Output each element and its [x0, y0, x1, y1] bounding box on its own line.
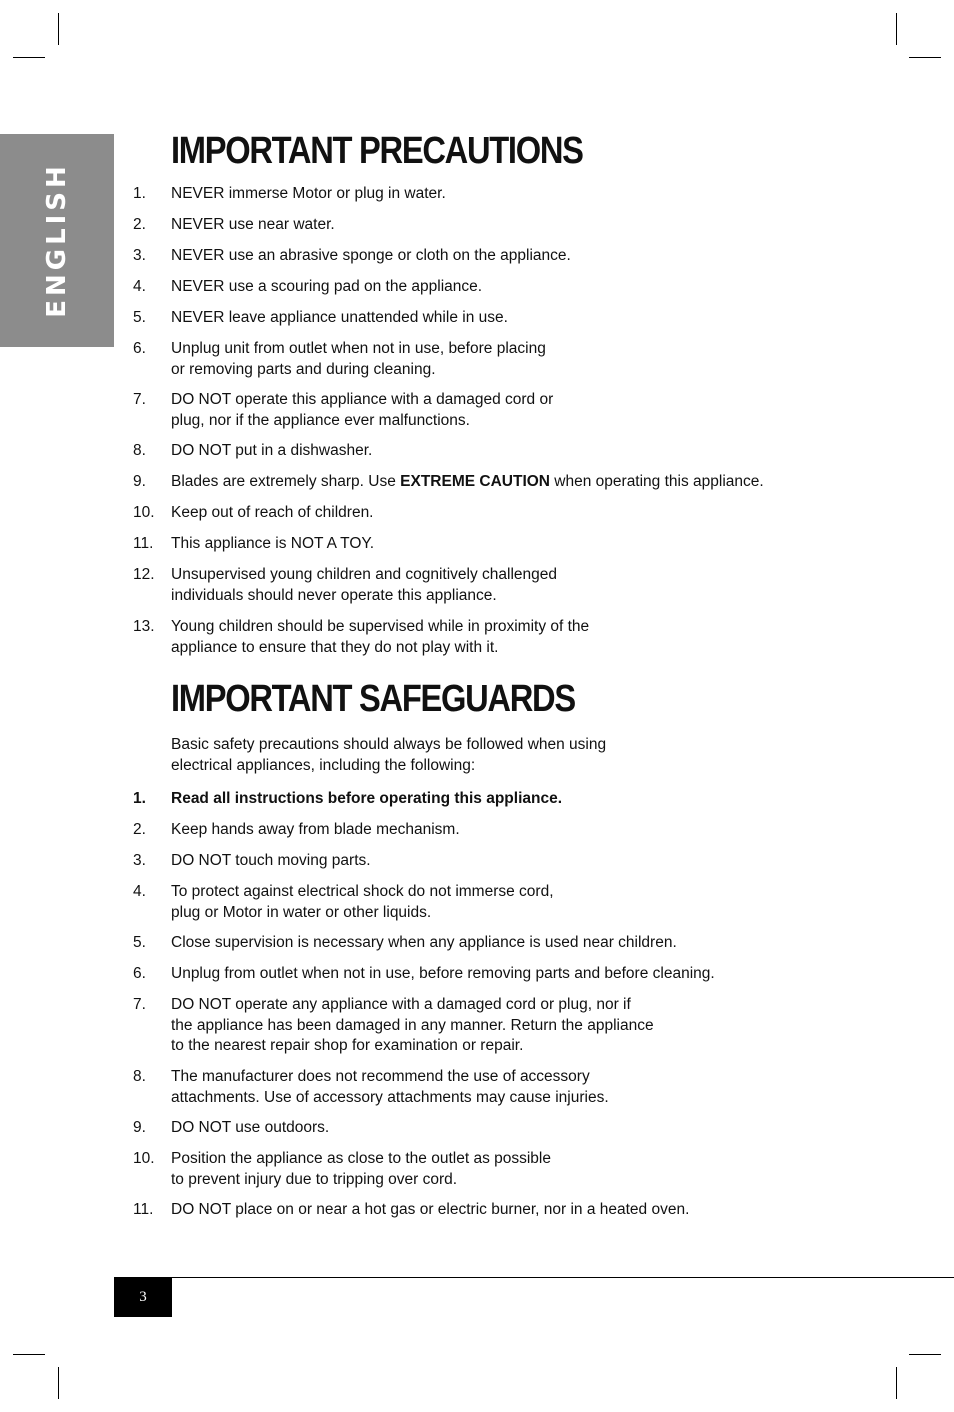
item-text: DO NOT operate any appliance with a damaged cord or plug, nor if	[171, 996, 631, 1013]
item-number: 6.	[133, 965, 146, 982]
item-text: Unplug from outlet when not in use, before removing parts and before cleaning.	[171, 965, 715, 982]
item-text: NEVER leave appliance unattended while in use.	[171, 309, 508, 326]
item-text: Read all instructions before operating this appliance.	[171, 790, 563, 807]
language-tab	[0, 134, 114, 347]
item-number: 2.	[133, 216, 146, 233]
item-text: individuals should never operate this appliance.	[171, 586, 497, 604]
safeguards-heading: IMPORTANT SAFEGUARDS	[171, 678, 575, 720]
item-text: to prevent injury due to tripping over cord.	[171, 1170, 458, 1188]
crop-mark	[13, 57, 45, 58]
item-text: NEVER use a scouring pad on the appliance.	[171, 278, 483, 295]
item-text-before: Blades are extremely sharp. Use	[171, 473, 401, 490]
item-number: 5.	[133, 309, 146, 326]
item-text	[171, 472, 831, 493]
item-text: plug, nor if the appliance ever malfunctions.	[171, 411, 470, 429]
item-number: 8.	[133, 442, 146, 459]
item-number: 9.	[133, 473, 146, 490]
item-text: Close supervision is necessary when any appliance is used near children.	[171, 934, 677, 951]
item-text: Unplug unit from outlet when not in use, before placing	[171, 340, 546, 357]
item-text: NEVER immerse Motor or plug in water.	[171, 185, 446, 202]
caution-emphasis: EXTREME CAUTION	[400, 473, 550, 490]
item-number: 4.	[133, 278, 146, 295]
crop-mark	[58, 1367, 59, 1399]
safeguards-intro	[171, 735, 606, 776]
item-number: 7.	[133, 996, 146, 1013]
item-number: 10.	[133, 1150, 155, 1167]
item-number: 3.	[133, 852, 146, 869]
footer-rule	[114, 1277, 954, 1278]
page-number: 3	[114, 1278, 172, 1317]
item-text: appliance to ensure that they do not play with it.	[171, 638, 499, 656]
item-text: plug or Motor in water or other liquids.	[171, 903, 432, 921]
item-text: attachments. Use of accessory attachments may cause injuries.	[171, 1088, 609, 1106]
crop-mark	[896, 1367, 897, 1399]
crop-mark	[58, 13, 59, 45]
item-text: the appliance has been damaged in any manner. Return the appliance	[171, 1016, 654, 1034]
item-text: DO NOT use outdoors.	[171, 1119, 330, 1136]
item-number: 10.	[133, 504, 155, 521]
item-number: 11.	[133, 1201, 154, 1218]
crop-mark	[896, 13, 897, 45]
item-text: Keep out of reach of children.	[171, 504, 374, 521]
item-text: This appliance is NOT A TOY.	[171, 535, 375, 552]
item-text: NEVER use an abrasive sponge or cloth on the appliance.	[171, 247, 571, 264]
item-text: To protect against electrical shock do not immerse cord,	[171, 883, 554, 900]
item-number: 5.	[133, 934, 146, 951]
item-text: DO NOT put in a dishwasher.	[171, 442, 373, 459]
item-text: DO NOT operate this appliance with a damaged cord or	[171, 391, 554, 408]
item-text: Unsupervised young children and cognitively challenged	[171, 566, 558, 583]
item-text: Position the appliance as close to the outlet as possible	[171, 1150, 551, 1167]
item-number: 2.	[133, 821, 146, 838]
item-text: or removing parts and during cleaning.	[171, 360, 436, 378]
item-number: 13.	[133, 618, 155, 635]
crop-mark	[13, 1354, 45, 1355]
item-text: NEVER use near water.	[171, 216, 335, 233]
item-number: 8.	[133, 1068, 146, 1085]
item-number: 12.	[133, 566, 155, 583]
intro-text: Basic safety precautions should always be followed when using	[171, 736, 607, 753]
item-number: 6.	[133, 340, 146, 357]
precautions-heading: IMPORTANT PRECAUTIONS	[171, 130, 583, 172]
intro-text: electrical appliances, including the following:	[171, 756, 476, 774]
item-number: 3.	[133, 247, 146, 264]
item-text: Keep hands away from blade mechanism.	[171, 821, 460, 838]
language-label: ENGLISH	[42, 162, 72, 318]
item-number: 11.	[133, 535, 154, 552]
crop-mark	[909, 57, 941, 58]
item-text: DO NOT place on or near a hot gas or electric burner, nor in a heated oven.	[171, 1201, 690, 1218]
item-text: to the nearest repair shop for examination or repair.	[171, 1037, 524, 1054]
item-number: 1.	[133, 790, 146, 807]
crop-mark	[909, 1354, 941, 1355]
item-text: DO NOT touch moving parts.	[171, 852, 371, 869]
item-number: 9.	[133, 1119, 146, 1136]
item-number: 7.	[133, 391, 146, 408]
item-text: The manufacturer does not recommend the use of accessory	[171, 1068, 590, 1085]
item-text: Young children should be supervised while in proximity of the	[171, 618, 590, 635]
item-number: 1.	[133, 185, 146, 202]
item-text-after: when operating this appliance.	[550, 473, 764, 490]
item-number: 4.	[133, 883, 146, 900]
